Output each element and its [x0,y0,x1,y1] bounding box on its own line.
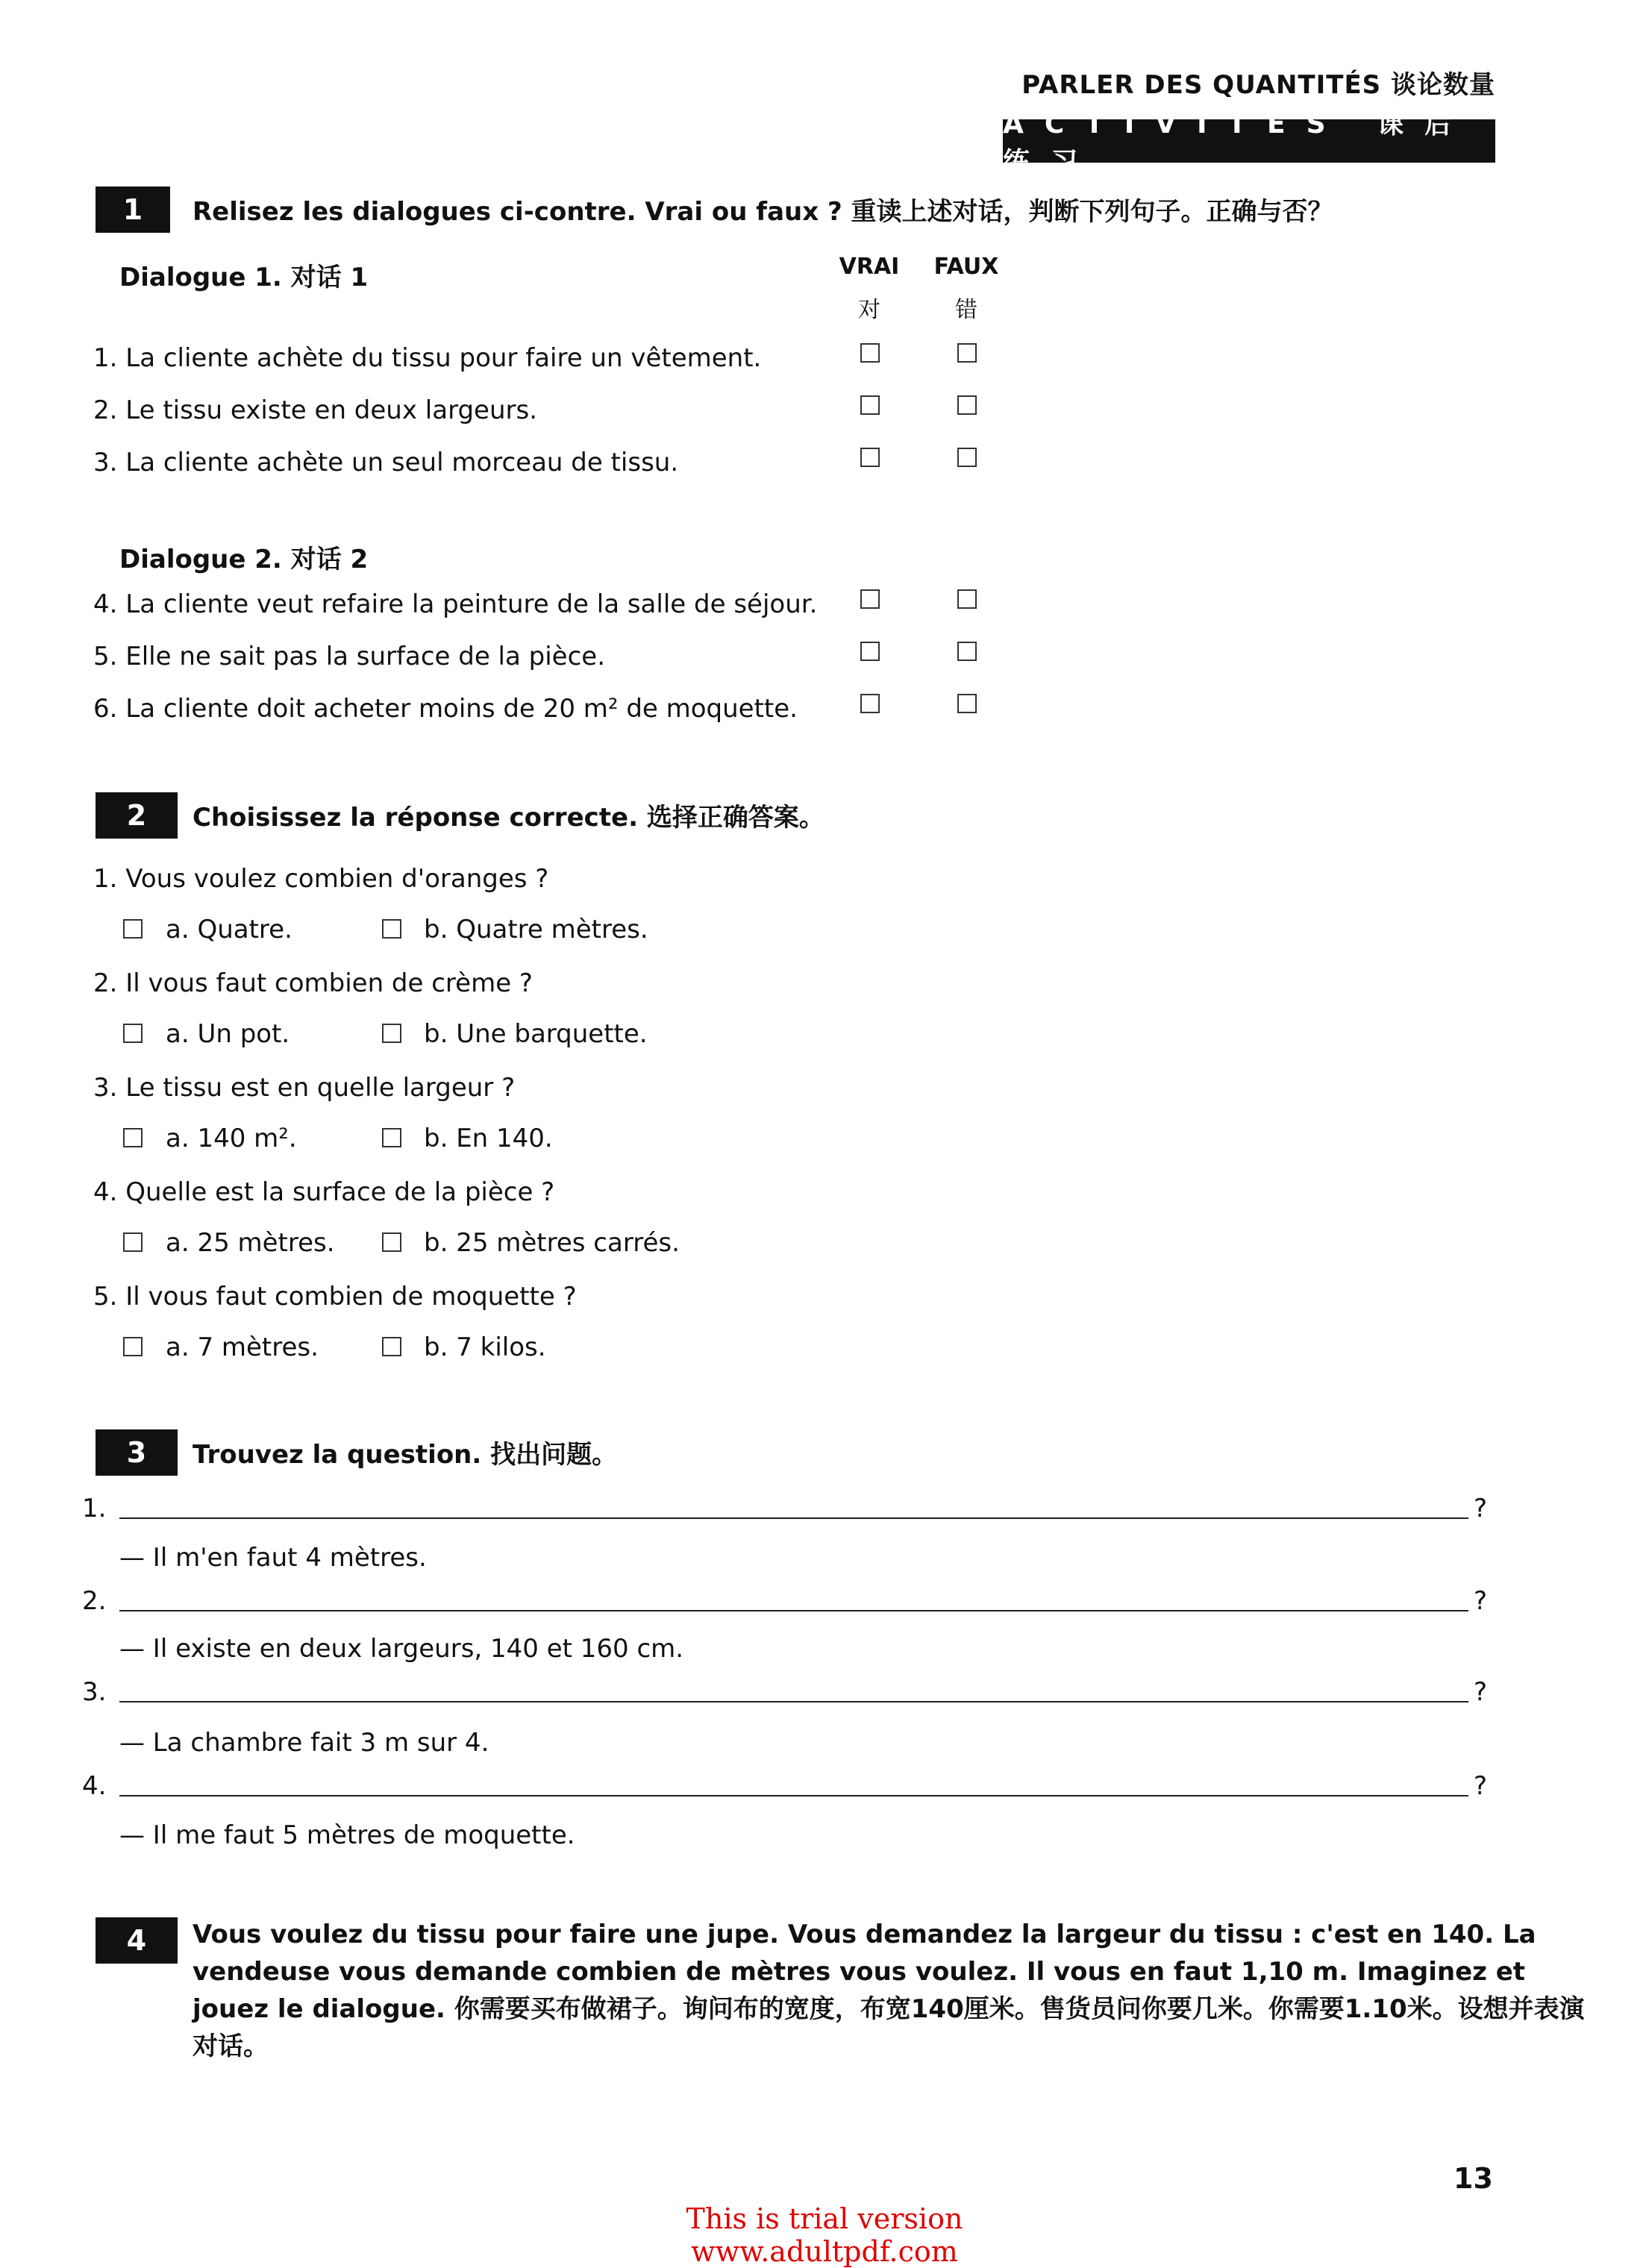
ex2-q2-b-checkbox[interactable] [382,1024,401,1043]
ex2-question-3: 3. Le tissu est en quelle largeur ? [93,1073,516,1103]
dialogue-2-heading: Dialogue 2. 对话 2 [119,545,369,574]
ex2-q2-option-a: a. Un pot. [166,1019,290,1049]
activites-banner: ACTIVITÉS 课后练习 [1003,119,1495,163]
ex3-answer-line-4[interactable] [119,1795,1468,1796]
ex2-question-5: 5. Il vous faut combien de moquette ? [93,1282,577,1312]
ex2-q1-b-checkbox[interactable] [382,919,401,939]
ex1-s1-vrai-checkbox[interactable] [860,343,880,363]
ex3-item-3-qmark: ? [1474,1677,1488,1707]
ex2-q2-option-b: b. Une barquette. [424,1019,648,1049]
ex3-answer-line-2[interactable] [119,1610,1468,1611]
ex2-q1-option-b: b. Quatre mètres. [424,915,648,945]
ex3-item-4-number: 4. [82,1771,107,1801]
exercise-2-number: 2 [96,792,178,839]
ex1-s6-faux-checkbox[interactable] [957,694,977,713]
ex1-s3-faux-checkbox[interactable] [957,448,977,467]
exercise-2-title: Choisissez la réponse correcte. 选择正确答案。 [193,803,824,833]
exercise-4-number: 4 [96,1917,178,1964]
ex3-item-3-number: 3. [82,1677,107,1707]
ex1-s5-vrai-checkbox[interactable] [860,642,880,661]
ex1-statement-3: 3. La cliente achète un seul morceau de tissu. [93,448,679,477]
ex2-q5-option-b: b. 7 kilos. [424,1332,546,1362]
ex2-q4-b-checkbox[interactable] [382,1232,401,1252]
exercise-4-instructions: Vous voulez du tissu pour faire une jupe. Vous demandez la largeur du tissu : c'est en 140. La vendeuse vous demande combien de mètres vous voulez. Il vous en faut 1,10 m. Imaginez et jouez le dialogue. 你需要买布做裙子。询问布的宽度，布宽140厘米。售货员问你要几米。你需要1.10米。设想并表演对话。 [193,1920,1585,2061]
ex1-s6-vrai-checkbox[interactable] [860,694,880,713]
ex3-item-2-number: 2. [82,1586,107,1616]
ex3-item-2-answer: — Il existe en deux largeurs, 140 et 160 cm. [119,1634,684,1664]
ex2-q3-option-b: b. En 140. [424,1124,553,1153]
ex3-answer-line-1[interactable] [119,1517,1468,1519]
exercise-1-number: 1 [96,187,170,233]
ex2-q3-a-checkbox[interactable] [123,1128,143,1147]
faux-column-header-cn: 错 [955,297,977,323]
ex2-q5-b-checkbox[interactable] [382,1337,401,1356]
ex2-q1-option-a: a. Quatre. [166,915,292,945]
ex2-question-1: 1. Vous voulez combien d'oranges ? [93,864,549,894]
ex3-item-3-answer: — La chambre fait 3 m sur 4. [119,1728,489,1758]
ex2-q4-option-b: b. 25 mètres carrés. [424,1228,680,1258]
ex2-q2-a-checkbox[interactable] [123,1024,143,1043]
ex2-question-4: 4. Quelle est la surface de la pièce ? [93,1177,555,1207]
ex1-s4-faux-checkbox[interactable] [957,589,977,609]
ex1-statement-5: 5. Elle ne sait pas la surface de la pièce. [93,642,606,671]
ex1-statement-2: 2. Le tissu existe en deux largeurs. [93,395,537,425]
ex1-statement-6: 6. La cliente doit acheter moins de 20 m² de moquette. [93,694,798,724]
exercise-3-number: 3 [96,1429,178,1476]
ex1-s2-vrai-checkbox[interactable] [860,395,880,415]
ex3-item-1-qmark: ? [1474,1494,1488,1523]
faux-column-header: FAUX [933,254,999,280]
ex2-q5-a-checkbox[interactable] [123,1337,143,1356]
exercise-1-title: Relisez les dialogues ci-contre. Vrai ou faux ? 重读上述对话，判断下列句子。正确与否？ [193,197,1333,227]
ex1-s4-vrai-checkbox[interactable] [860,589,880,609]
ex3-answer-line-3[interactable] [119,1701,1468,1702]
ex1-s2-faux-checkbox[interactable] [957,395,977,415]
trial-watermark-line-2: www.adultpdf.com [691,2235,958,2268]
ex2-q3-option-a: a. 140 m². [166,1124,297,1153]
ex2-q1-a-checkbox[interactable] [123,919,143,939]
ex3-item-2-qmark: ? [1474,1586,1488,1616]
trial-watermark-line-1: This is trial version [686,2202,963,2235]
ex3-item-4-answer: — Il me faut 5 mètres de moquette. [119,1820,575,1850]
ex1-s5-faux-checkbox[interactable] [957,642,977,661]
vrai-column-header-cn: 对 [858,297,880,323]
exercise-3-title: Trouvez la question. 找出问题。 [193,1440,618,1470]
ex3-item-1-number: 1. [82,1494,107,1523]
dialogue-1-heading: Dialogue 1. 对话 1 [119,263,369,292]
ex2-question-2: 2. Il vous faut combien de crème ? [93,968,533,998]
ex2-q4-option-a: a. 25 mètres. [166,1228,335,1258]
ex3-item-1-answer: — Il m'en faut 4 mètres. [119,1543,427,1573]
ex1-statement-1: 1. La cliente achète du tissu pour faire un vêtement. [93,343,762,373]
ex3-item-4-qmark: ? [1474,1771,1488,1801]
ex2-q3-b-checkbox[interactable] [382,1128,401,1147]
ex1-s3-vrai-checkbox[interactable] [860,448,880,467]
ex1-s1-faux-checkbox[interactable] [957,343,977,363]
ex2-q4-a-checkbox[interactable] [123,1232,143,1252]
ex1-statement-4: 4. La cliente veut refaire la peinture de la salle de séjour. [93,589,818,619]
ex2-q5-option-a: a. 7 mètres. [166,1332,319,1362]
section-header-title: PARLER DES QUANTITÉS 谈论数量 [1021,70,1495,100]
page-number: 13 [1454,2162,1493,2195]
vrai-column-header: VRAI [839,254,900,280]
